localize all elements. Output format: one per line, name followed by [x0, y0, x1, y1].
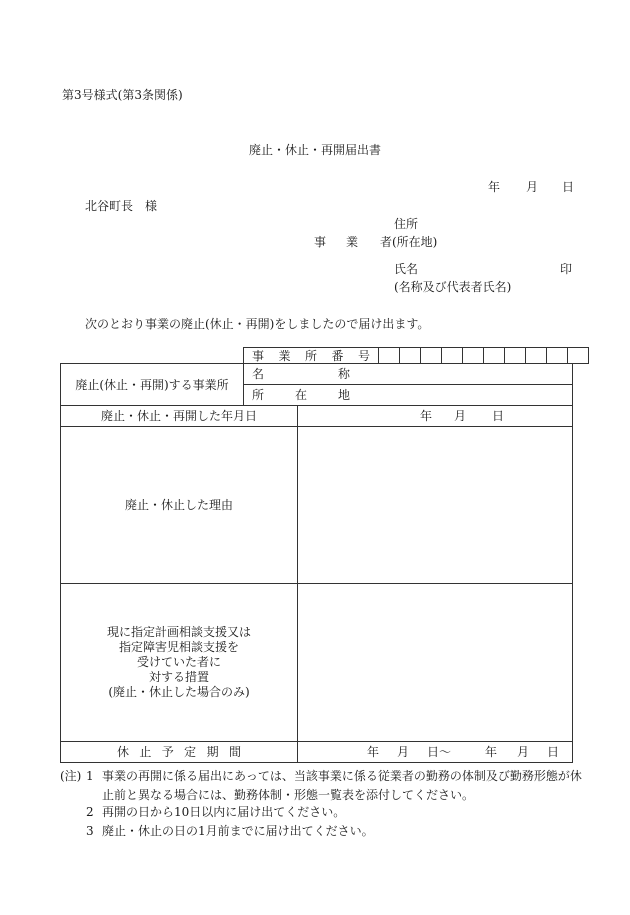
- seal-mark: 印: [560, 262, 573, 276]
- office-location-field[interactable]: 所 在 地: [244, 385, 573, 406]
- change-date-field[interactable]: 年 月 日: [298, 406, 573, 427]
- office-number-digit-5[interactable]: [463, 348, 484, 364]
- office-number-digit-4[interactable]: [442, 348, 463, 364]
- form-table: [60, 363, 573, 763]
- form-number: 第3号様式(第3条関係): [62, 88, 183, 102]
- office-number-digit-3[interactable]: [421, 348, 442, 364]
- note-1-line-2: 止前と異なる場合には、勤務体制・形態一覧表を添付してください。: [102, 788, 475, 802]
- date-year: 年: [488, 180, 501, 194]
- office-number-digit-1[interactable]: [379, 348, 400, 364]
- operator-suffix: (所在地): [392, 235, 438, 249]
- name-note: (名称及び代表者氏名): [394, 280, 512, 294]
- operator-char-2: 業: [346, 235, 359, 249]
- office-number-digit-7[interactable]: [505, 348, 526, 364]
- change-date-label: 廃止・休止・再開した年月日: [61, 406, 298, 427]
- measures-field[interactable]: [298, 584, 573, 742]
- office-number-digit-8[interactable]: [526, 348, 547, 364]
- office-number-digit-9[interactable]: [547, 348, 568, 364]
- name-label: 氏名: [394, 262, 419, 276]
- office-number-digit-2[interactable]: [400, 348, 421, 364]
- office-number-row: [243, 347, 589, 364]
- date-day: 日: [562, 180, 575, 194]
- addressee: 北谷町長 様: [85, 199, 158, 213]
- office-number-digit-10[interactable]: [568, 348, 589, 364]
- document-title: 廃止・休止・再開届出書: [248, 143, 381, 157]
- note-3-text: 廃止・休止の日の1月前までに届け出てください。: [102, 824, 374, 838]
- operator-char-1: 事: [314, 235, 327, 249]
- period-field[interactable]: 年 月 日〜 年 月 日: [298, 742, 573, 763]
- office-label: 廃止(休止・再開)する事業所: [61, 364, 244, 406]
- intro-text: 次のとおり事業の廃止(休止・再開)をしましたので届け出ます。: [85, 317, 430, 331]
- note-2-text: 再開の日から10日以内に届け出てください。: [102, 805, 346, 819]
- address-label: 住所: [394, 217, 419, 231]
- measures-label: 現に指定計画相談支援又は 指定障害児相談支援を 受けていた者に 対する措置 (廃止・休止した場合のみ): [61, 584, 298, 742]
- note-1-line-1: 事業の再開に係る届出にあっては、当該事業に係る従業者の勤務の体制及び勤務形態が休: [102, 769, 582, 783]
- note-3-number: 3: [86, 824, 94, 838]
- office-number-digit-6[interactable]: [484, 348, 505, 364]
- date-month: 月: [526, 180, 539, 194]
- reason-field[interactable]: [298, 427, 573, 584]
- note-2-number: 2: [86, 805, 94, 819]
- operator-char-3: 者: [380, 235, 393, 249]
- note-1-number: 1: [86, 769, 94, 783]
- reason-label: 廃止・休止した理由: [61, 427, 298, 584]
- notes-prefix: (注): [60, 769, 82, 783]
- office-name-field[interactable]: 名 称: [244, 364, 573, 385]
- period-label: 休 止 予 定 期 間: [61, 742, 298, 763]
- office-number-label: 事 業 所 番 号: [244, 348, 379, 364]
